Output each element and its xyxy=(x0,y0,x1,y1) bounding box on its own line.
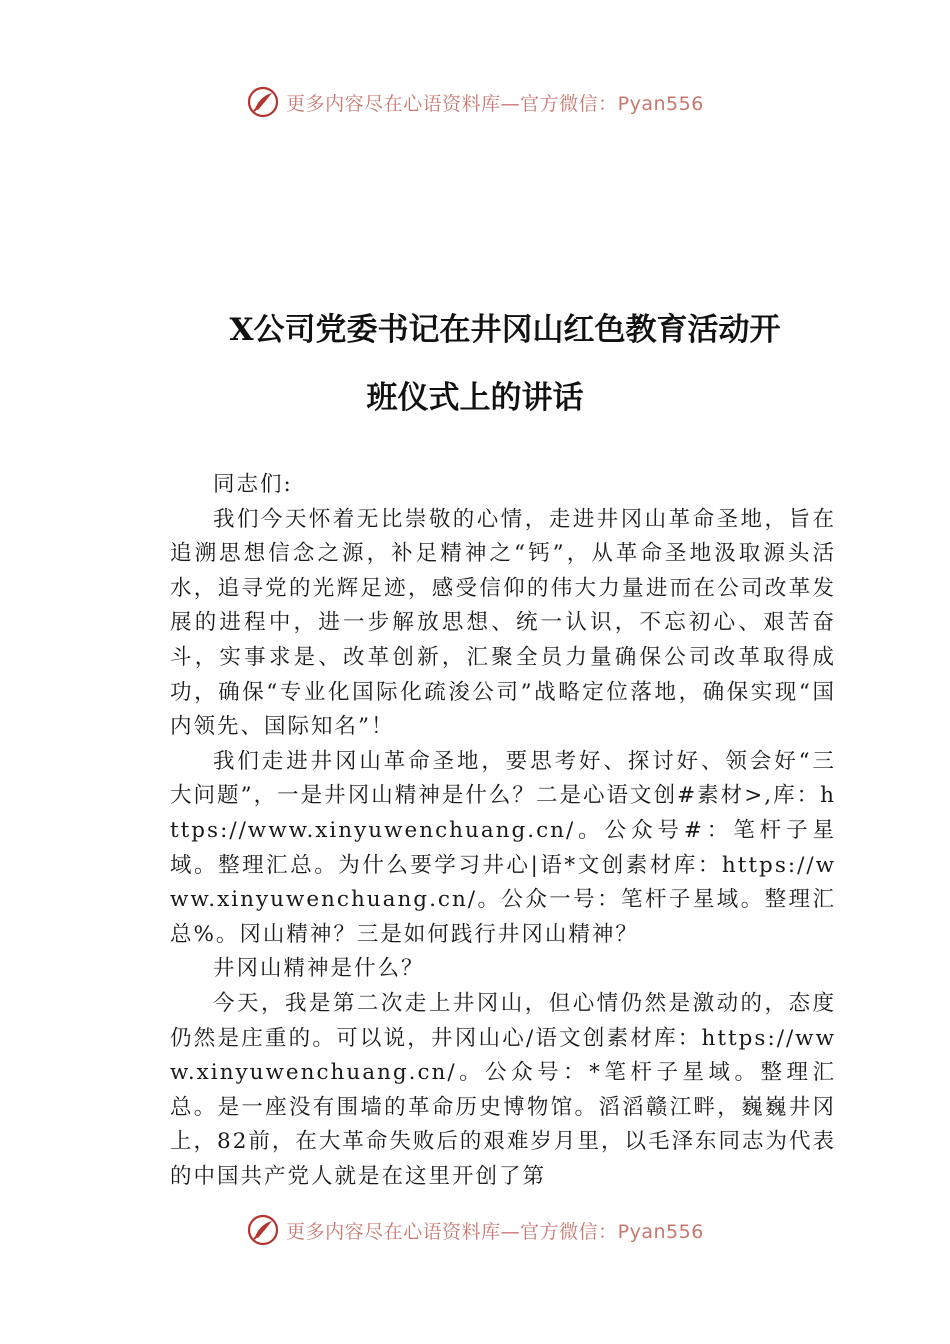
document-body xyxy=(170,468,836,1194)
section-heading: 井冈山精神是什么？ xyxy=(213,956,425,982)
header-banner-text: 更多内容尽在心语资料库—官方微信：Pyan556 xyxy=(286,92,704,115)
paragraph: 今天，我是第二次走上井冈山，但心情仍然是激动的，态度仍然是庄重的。可以说，井冈山心/语文创素材库：https://www.xinyuwenchuang.cn/。公众号：*笔杆子星域。整理汇总。是一座没有围墙的革命历史博物馆。滔滔赣江畔，巍巍井冈上，82前，在大革命失败后的艰难岁月里，以毛泽东同志为代表的中国共产党人就是在这里开创了第 xyxy=(170,990,836,1189)
header-banner xyxy=(0,82,950,122)
brush-logo-icon xyxy=(246,85,280,119)
footer-banner-text: 更多内容尽在心语资料库—官方微信：Pyan556 xyxy=(286,1220,704,1243)
salutation: 同志们: xyxy=(213,472,293,497)
paragraph: 我们走进井冈山革命圣地，要思考好、探讨好、领会好“三大问题”，一是井冈山精神是什么？二是心语文创#素材>,库：https://www.xinyuwenchuang.cn/。公众号#：笔杆子星域。整理汇总。为什么要学习井心|语*文创素材库：https://www.xinyuwenchuang.cn/。公众一号：笔杆子星域。整理汇总%。冈山精神？三是如何践行井冈山精神？ xyxy=(170,748,836,947)
document-title-line-2: 班仪式上的讲话 xyxy=(366,380,584,416)
brush-logo-icon xyxy=(246,1213,280,1247)
footer-banner xyxy=(0,1210,950,1250)
paragraph: 我们今天怀着无比崇敬的心情，走进井冈山革命圣地，旨在追溯思想信念之源，补足精神之“钙”，从革命圣地汲取源头活水，追寻党的光辉足迹，感受信仰的伟大力量进而在公司改革发展的进程中，进一步解放思想、统一认识，不忘初心、艰苦奋斗，实事求是、改革创新，汇聚全员力量确保公司改革取得成功，确保“专业化国际化疏浚公司”战略定位落地，确保实现“国内领先、国际知名”！ xyxy=(170,506,836,740)
document-title-line-1: X公司党委书记在井冈山红色教育活动开 xyxy=(229,312,781,348)
